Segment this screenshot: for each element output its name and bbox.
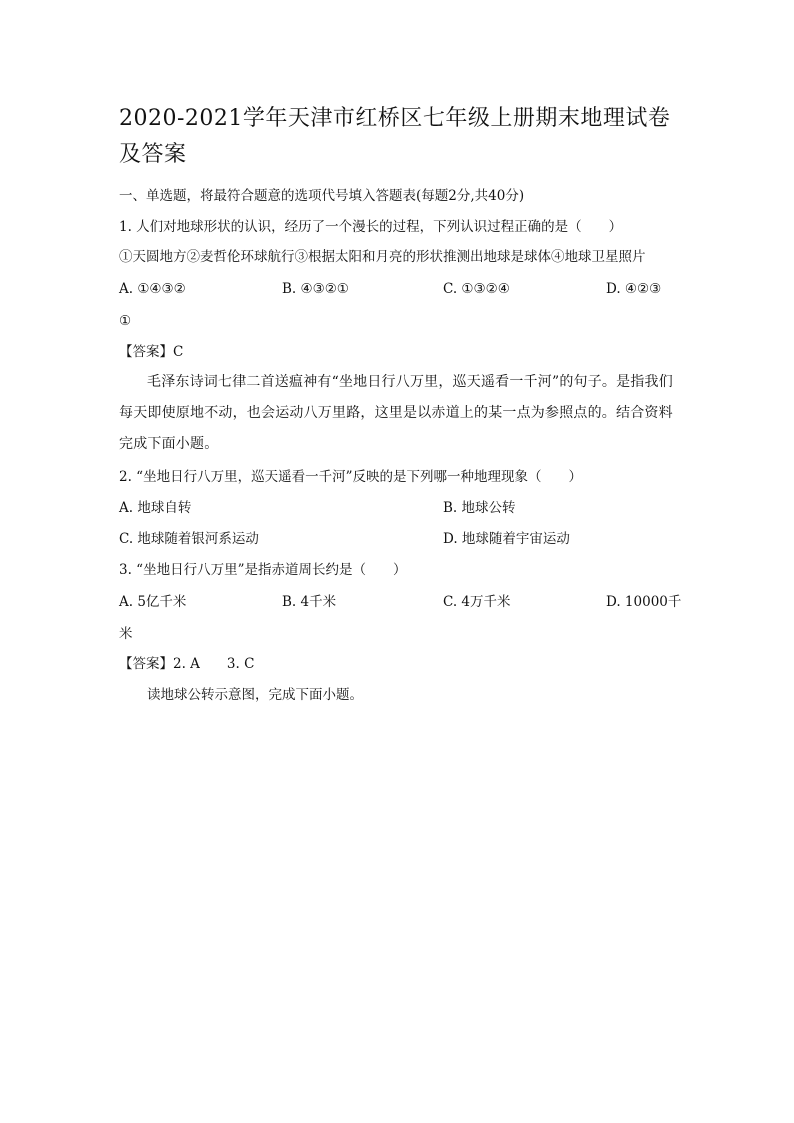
question-2-option-a: A. 地球自转	[119, 500, 192, 516]
document-title: 2020-2021学年天津市红桥区七年级上册期末地理试卷及答案	[119, 106, 671, 167]
section-heading: 一、单选题，将最符合题意的选项代号填入答题表(每题2分,共40分)	[119, 188, 525, 204]
question-3-stem: 3. “坐地日行八万里”是指赤道周长约是（ ）	[119, 562, 407, 578]
question-2-option-d: D. 地球随着宇宙运动	[443, 531, 570, 547]
question-1-answer: 【答案】C	[119, 344, 184, 360]
question-1-option-b: B. ④③②①	[282, 281, 349, 297]
question-3-option-c: C. 4万千米	[443, 594, 511, 610]
question-1-option-d-continued: ①	[119, 313, 132, 329]
question-1-option-c: C. ①③②④	[443, 281, 510, 297]
question-3-option-a: A. 5亿千米	[119, 594, 187, 610]
next-instruction: 读地球公转示意图，完成下面小题。	[147, 687, 363, 703]
question-3-option-d: D. 10000千	[606, 594, 682, 610]
material-paragraph: 毛泽东诗词七律二首送瘟神有“坐地日行八万里，巡天遥看一千河”的句子。是指我们每天即使原地不动，也会运动八万里路，这里是以赤道上的某一点为参照点的。结合资料完成下面小题。	[119, 374, 673, 452]
question-2-stem: 2. “坐地日行八万里，巡天遥看一千河”反映的是下列哪一种地理现象（ ）	[119, 469, 582, 485]
question-1-option-a: A. ①④③②	[119, 281, 186, 297]
question-2-3-answer: 【答案】2. A 3. C	[119, 656, 255, 672]
question-3-option-b: B. 4千米	[282, 594, 337, 610]
question-1-option-d: D. ④②③	[606, 281, 662, 297]
question-1-facts: ①天圆地方②麦哲伦环球航行③根据太阳和月亮的形状推测出地球是球体④地球卫星照片	[119, 249, 646, 265]
question-1-stem: 1. 人们对地球形状的认识，经历了一个漫长的过程，下列认识过程正确的是（ ）	[119, 219, 623, 235]
question-3-option-d-continued: 米	[119, 626, 133, 642]
question-2-option-c: C. 地球随着银河系运动	[119, 531, 259, 547]
question-2-option-b: B. 地球公转	[443, 500, 516, 516]
